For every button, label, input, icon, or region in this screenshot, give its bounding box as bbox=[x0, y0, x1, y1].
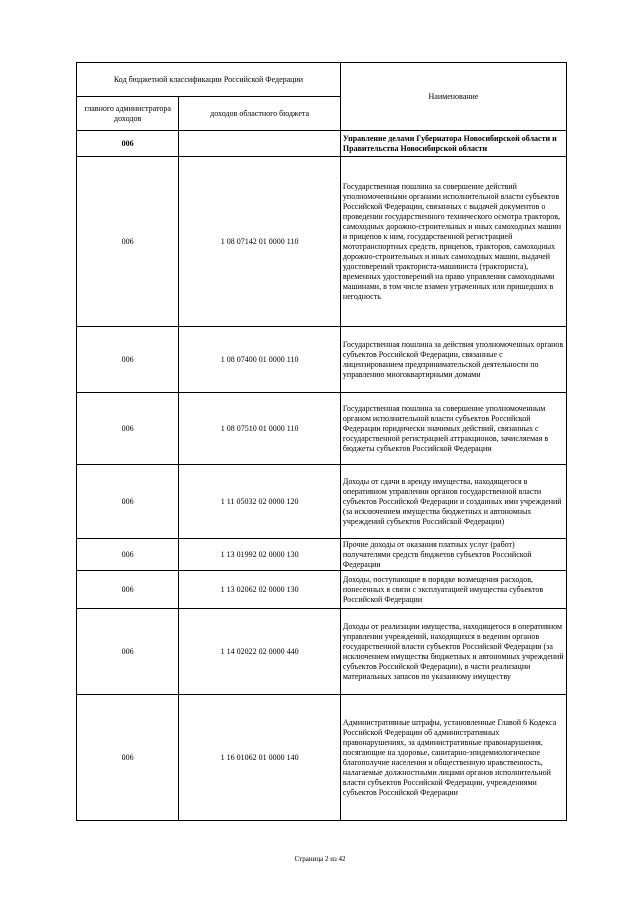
admin-code-cell: 006 bbox=[77, 393, 179, 465]
table-row bbox=[77, 609, 567, 695]
admin-code-cell: 006 bbox=[77, 327, 179, 393]
admin-code-cell: 006 bbox=[77, 539, 179, 571]
admin-code-cell: 006 bbox=[77, 695, 179, 821]
income-name-cell: Государственная пошлина за совершение действий уполномоченными органами исполнительной власти субъектов Российской Федерации, связанных с выдачей документов о проведении государственного технического осмотра тракторов, самоходных дорожно-строительных и иных самоходных машин и прицепов к ним, государственной регистрацией мототранспортных средств, прицепов, тракторов, самоходных дорожно-строительных и иных самоходных машин, выдачей удостоверений тракториста-машиниста (тракториста), временных удостоверений на право управления самоходными машинами, в том числе взамен утраченных или пришедших в негодность bbox=[340, 157, 566, 327]
section-empty-cell bbox=[179, 131, 341, 157]
admin-code-cell: 006 bbox=[77, 609, 179, 695]
admin-code-cell: 006 bbox=[77, 157, 179, 327]
income-code-header: доходов областного бюджета bbox=[179, 97, 341, 131]
income-code-cell: 1 11 05032 02 0000 120 bbox=[179, 465, 341, 539]
table-row bbox=[77, 539, 567, 571]
income-name-cell: Доходы от сдачи в аренду имущества, находящегося в оперативном управлении органов государственной власти субъектов Российской Федерации и созданных ими учреждений (за исключением имущества бюджетных и автономных учреждений субъектов Российской Федерации) bbox=[340, 465, 566, 539]
income-name-cell: Государственная пошлина за совершение уполномоченным органом исполнительной власти субъектов Российской Федерации юридически значимых действий, связанных с государственной регистрацией аттракционов, зачисляемая в бюджеты субъектов Российской Федерации bbox=[340, 393, 566, 465]
income-code-cell: 1 13 02062 02 0000 130 bbox=[179, 571, 341, 609]
income-code-cell: 1 14 02022 02 0000 440 bbox=[179, 609, 341, 695]
income-name-cell: Доходы от реализации имущества, находящегося в оперативном управлении учреждений, находящихся в ведении органов государственной власти субъектов Российской Федерации (за исключением имущества бюджетных и автономных учреждений субъектов Российской Федерации), в части реализации материальных запасов по указанному имуществу bbox=[340, 609, 566, 695]
admin-code-cell: 006 bbox=[77, 571, 179, 609]
table-row bbox=[77, 571, 567, 609]
name-header: Наименование bbox=[340, 63, 566, 131]
section-code: 006 bbox=[77, 131, 179, 157]
income-name-cell: Административные штрафы, установленные Главой 6 Кодекса Российской Федерации об административных правонарушениях, за административные правонарушения, посягающие на здоровье, санитарно-эпидемиологическое благополучие населения и общественную нравственность, налагаемые должностными лицами органов исполнительной власти субъектов Российской Федерации, учреждениями субъектов Российской Федерации bbox=[340, 695, 566, 821]
admin-code-header: главного администратора доходов bbox=[77, 97, 179, 131]
section-row bbox=[77, 131, 567, 157]
page-footer: Страница 2 из 42 bbox=[294, 855, 346, 863]
income-code-cell: 1 16 01062 01 0000 140 bbox=[179, 695, 341, 821]
income-name-cell: Прочие доходы от оказания платных услуг (работ) получателями средств бюджетов субъектов Российской Федерации bbox=[340, 539, 566, 571]
table-row bbox=[77, 393, 567, 465]
income-name-cell: Доходы, поступающие в порядке возмещения расходов, понесенных в связи с эксплуатацией имущества субъектов Российской Федерации bbox=[340, 571, 566, 609]
income-code-cell: 1 08 07142 01 0000 110 bbox=[179, 157, 341, 327]
income-code-cell: 1 08 07510 01 0000 110 bbox=[179, 393, 341, 465]
income-code-cell: 1 13 01992 02 0000 130 bbox=[179, 539, 341, 571]
section-name: Управление делами Губернатора Новосибирской области и Правительства Новосибирской области bbox=[340, 131, 566, 157]
income-name-cell: Государственная пошлина за действия уполномоченных органов субъектов Российской Федерации, связанные с лицензированием предпринимательской деятельности по управлению многоквартирными домами bbox=[340, 327, 566, 393]
table-row bbox=[77, 695, 567, 821]
table-header-row bbox=[77, 63, 567, 97]
table-row bbox=[77, 465, 567, 539]
table-row bbox=[77, 327, 567, 393]
budget-classification-table bbox=[76, 62, 567, 821]
table-row bbox=[77, 157, 567, 327]
table-body bbox=[77, 157, 567, 821]
code-group-header: Код бюджетной классификации Российской Федерации bbox=[77, 63, 341, 97]
income-code-cell: 1 08 07400 01 0000 110 bbox=[179, 327, 341, 393]
admin-code-cell: 006 bbox=[77, 465, 179, 539]
